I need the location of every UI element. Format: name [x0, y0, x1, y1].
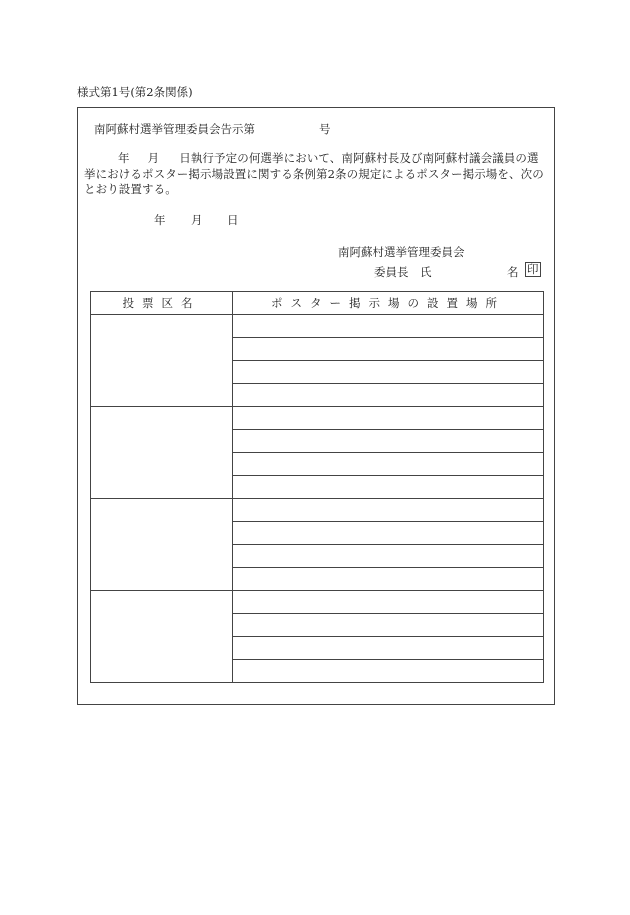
chair-label: 委員長 氏 [374, 265, 432, 279]
table-row [91, 499, 544, 522]
body-day: 日 [179, 151, 191, 165]
date-month: 月 [191, 213, 203, 227]
location-cell [233, 453, 544, 476]
seal-mark: 印 [527, 262, 539, 276]
location-cell [233, 614, 544, 637]
header-location: ポスター掲示場の設置場所 [233, 292, 544, 315]
location-cell [233, 545, 544, 568]
location-cell [233, 338, 544, 361]
location-cell [233, 384, 544, 407]
notice-body [84, 151, 550, 198]
table-row [91, 315, 544, 338]
header-district: 投票区名 [91, 292, 233, 315]
district-cell [91, 407, 233, 499]
location-cell [233, 476, 544, 499]
location-cell [233, 361, 544, 384]
table-header-row [91, 292, 544, 315]
district-cell [91, 499, 233, 591]
location-cell [233, 522, 544, 545]
location-cell [233, 591, 544, 614]
table-row [91, 591, 544, 614]
body-year: 年 [118, 151, 130, 165]
poster-location-table [90, 291, 544, 683]
form-label: 様式第1号(第2条関係) [77, 85, 193, 99]
body-month: 月 [147, 151, 160, 165]
district-cell [91, 591, 233, 683]
location-cell [233, 660, 544, 683]
name-label: 名 [507, 265, 519, 279]
notice-title: 南阿蘇村選挙管理委員会告示第 [94, 122, 255, 136]
location-cell [233, 499, 544, 522]
body-text: 執行予定の何選挙において、南阿蘇村長及び南阿蘇村議会議員の選挙におけるポスター掲示場設置に関する条例第2条の規定によるポスター掲示場を、次のとおり設置する。 [84, 151, 544, 196]
issuer: 南阿蘇村選挙管理委員会 [338, 245, 465, 259]
location-cell [233, 315, 544, 338]
notice-number-suffix: 号 [319, 122, 331, 136]
date-year: 年 [154, 213, 166, 227]
location-cell [233, 568, 544, 591]
table-row [91, 407, 544, 430]
location-cell [233, 430, 544, 453]
location-cell [233, 407, 544, 430]
location-cell [233, 637, 544, 660]
district-cell [91, 315, 233, 407]
date-day: 日 [227, 213, 239, 227]
